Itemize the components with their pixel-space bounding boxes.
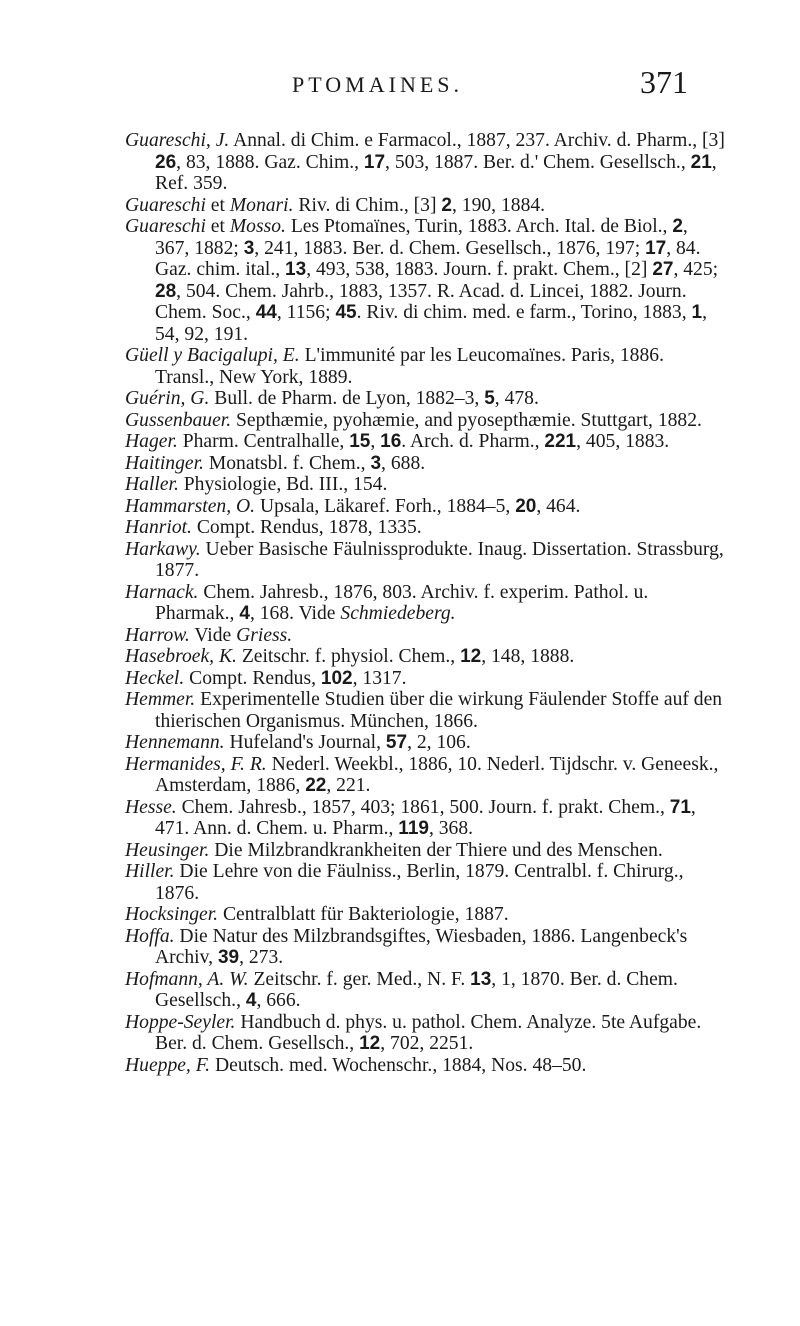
entry-volume: 102 <box>320 667 353 689</box>
entry-citation-text: , 168. Vide <box>249 603 341 624</box>
entry-author: Hoppe-Seyler. <box>125 1011 236 1033</box>
entry-citation-text: et <box>205 216 230 237</box>
bibliography-entry-hemmer <box>125 689 725 732</box>
entry-citation-text: Bull. de Pharm. de Lyon, 1882–3, <box>209 388 485 409</box>
entry-author: Guareschi <box>125 194 206 216</box>
bibliography-entry-haller <box>125 474 725 496</box>
entry-citation-text: , 464. <box>536 495 581 517</box>
entry-volume: 3 <box>243 237 255 259</box>
entry-author: Hocksinger. <box>125 904 219 925</box>
bibliography-entry-hueppe <box>125 1055 725 1077</box>
bibliography-entry-guareschi-monari <box>125 195 725 217</box>
bibliography-entry-heusinger <box>125 840 725 862</box>
entry-author: Guérin, G. <box>125 388 210 409</box>
entry-citation-text: Physiologie, Bd. III., 154. <box>178 474 388 495</box>
entry-volume: 12 <box>359 1033 381 1054</box>
entry-citation-text: , 688. <box>381 452 426 474</box>
running-head <box>0 64 800 110</box>
entry-author: Hennemann. <box>125 732 225 753</box>
entry-citation-text: Les Ptomaïnes, Turin, 1883. Arch. Ital. de Biol., <box>285 216 673 237</box>
entry-citation-text: , 493, 538, 1883. Journ. f. prakt. Chem., [2] <box>306 259 653 280</box>
entry-author: Gussenbauer. <box>125 409 232 431</box>
entry-citation-text: , 2, 106. <box>407 732 471 753</box>
bibliography-entry-hesse <box>125 797 725 840</box>
entry-volume: 45 <box>335 302 357 323</box>
entry-author: Haller. <box>125 474 179 495</box>
entry-volume: 17 <box>363 151 386 173</box>
page-number: 371 <box>640 64 688 100</box>
entry-citation-text: Centralblatt für Bakteriologie, 1887. <box>218 904 509 925</box>
bibliography-entry-hoppe-seyler <box>125 1012 725 1055</box>
entry-citation-text: Compt. Rendus, 1878, 1335. <box>191 517 422 538</box>
entry-citation-text: Die Natur des Milzbrandsgiftes, Wiesbaden, 1886. Langenbeck's Archiv, <box>155 925 688 968</box>
entry-citation-text: Experimentelle Studien über die wirkung Fäulender Stoffe auf den thierischen Organismus. München, 1866. <box>155 689 723 732</box>
entry-citation-text: , 54, 92, 191. <box>155 302 708 345</box>
entry-author: Harkawy. <box>125 538 201 560</box>
entry-citation-text: Hufeland's Journal, <box>224 732 386 753</box>
entry-citation-text: , 368. <box>428 818 474 839</box>
entry-volume: 71 <box>669 796 691 818</box>
entry-volume: 5 <box>484 388 495 409</box>
entry-citation-text: Riv. di Chim., [3] <box>293 194 442 216</box>
entry-citation-text: L'immunité par les Leucomaïnes. Paris, 1886. Transl., New York, 1889. <box>155 345 664 388</box>
entry-cross-reference: Schmiedeberg. <box>340 603 456 624</box>
entry-citation-text: , 148, 1888. <box>481 646 575 667</box>
entry-volume: 2 <box>441 194 452 216</box>
bibliography-entry-gussenbauer <box>125 410 725 432</box>
entry-citation-text: , Ref. 359. <box>155 151 717 194</box>
entry-citation-text: , 405, 1883. <box>576 431 670 452</box>
bibliography-entry-hammarsten <box>125 496 725 518</box>
entry-volume: 20 <box>515 495 537 517</box>
entry-volume: 13 <box>285 259 307 280</box>
bibliography-entry-guareschi-j <box>125 130 725 195</box>
entry-author: Hiller. <box>125 861 175 882</box>
entry-citation-text: , 190, 1884. <box>451 194 546 216</box>
entry-citation-text: Die Milzbrandkrankheiten der Thiere und des Menschen. <box>209 839 663 861</box>
entry-citation-text: Die Lehre von die Fäulniss., Berlin, 1879. Centralbl. f. Chirurg., 1876. <box>155 861 684 904</box>
bibliography-entry-harkawy <box>125 539 725 582</box>
entry-citation-text: , 84. Gaz. chim. ital., <box>155 237 701 280</box>
entry-citation-text: Vide <box>189 624 237 646</box>
entry-author: Hager. <box>125 431 178 452</box>
entry-author: Guareschi <box>125 216 206 237</box>
entry-citation-text: Pharm. Centralhalle, <box>177 431 350 452</box>
bibliography-entry-guell-bacigalupi <box>125 345 725 388</box>
entry-citation-text: Handbuch d. phys. u. pathol. Chem. Analyze. 5te Aufgabe. Ber. d. Chem. Gesellsch., <box>155 1011 702 1054</box>
entry-volume: 4 <box>245 990 257 1011</box>
entry-author: Hermanides, F. R. <box>125 753 267 775</box>
entry-author: Guareschi, J. <box>125 130 230 151</box>
entry-author: Hueppe, F. <box>125 1054 211 1076</box>
entry-citation-text: Chem. Jahresb., 1876, 803. Archiv. f. experim. Pathol. u. Pharmak., <box>155 581 649 624</box>
bibliography-entry-hoffa <box>125 926 725 969</box>
entry-citation-text: , 503, 1887. Ber. d.' Chem. Gesellsch., <box>385 151 691 173</box>
entry-citation-text: , 1156; <box>276 302 336 323</box>
entry-author: Hammarsten, O. <box>125 495 256 517</box>
entry-volume: 13 <box>470 968 492 990</box>
entry-author: Haitinger. <box>125 452 204 474</box>
entry-citation-text: , 221. <box>326 775 371 796</box>
entry-volume: 22 <box>305 775 327 796</box>
bibliography-entry-guareschi-mosso <box>125 216 725 345</box>
entry-author: Hemmer. <box>125 689 196 710</box>
bibliography-entry-guerin <box>125 388 725 410</box>
entry-volume: 221 <box>544 431 577 452</box>
entry-author: Güell y Bacigalupi, E. <box>125 345 300 366</box>
entry-citation-text: . Riv. di chim. med. e farm., Torino, 1883, <box>356 302 692 323</box>
entry-volume: 4 <box>239 603 250 624</box>
entry-citation-text: , 273. <box>239 947 284 968</box>
entry-citation-text: Upsala, Läkaref. Forh., 1884–5, <box>255 495 516 517</box>
entry-citation-text: , <box>370 431 381 452</box>
entry-volume: 44 <box>255 302 277 323</box>
entry-citation-text: Septhæmie, pyohæmie, and pyosepthæmie. Stuttgart, 1882. <box>231 409 702 431</box>
entry-volume: 28 <box>155 280 177 302</box>
entry-volume: 119 <box>398 818 429 839</box>
entry-author: Hofmann, A. W. <box>125 968 249 990</box>
entry-citation-text: . Arch. d. Pharm., <box>401 431 545 452</box>
entry-volume: 17 <box>645 237 667 259</box>
entry-cross-reference: Griess. <box>236 624 293 646</box>
entry-citation-text: et <box>205 194 230 216</box>
entry-author: Hasebroek, K. <box>125 646 237 667</box>
bibliography-list <box>125 130 725 1076</box>
entry-citation-text: , 1, 1870. Ber. d. Chem. Gesellsch., <box>155 968 678 1011</box>
entry-volume: 3 <box>370 452 382 474</box>
bibliography-entry-hanriot <box>125 517 725 539</box>
entry-citation-text: Deutsch. med. Wochenschr., 1884, Nos. 48–50. <box>210 1054 587 1076</box>
entry-author: Heusinger. <box>125 839 210 861</box>
entry-author: Hesse. <box>125 796 177 818</box>
entry-author: Harrow. <box>125 624 190 646</box>
bibliography-entry-hofmann <box>125 969 725 1012</box>
entry-volume: 57 <box>385 732 408 753</box>
entry-citation-text: Annal. di Chim. e Farmacol., 1887, 237. Archiv. d. Pharm., [3] <box>229 130 725 151</box>
bibliography-entry-haitinger <box>125 453 725 475</box>
entry-citation-text: Monatsbl. f. Chem., <box>203 452 371 474</box>
entry-volume: 15 <box>349 431 371 452</box>
entry-citation-text: , 1317. <box>352 667 407 689</box>
bibliography-entry-hiller <box>125 861 725 904</box>
entry-author: Monari. <box>229 194 294 216</box>
entry-volume: 26 <box>155 151 177 173</box>
bibliography-entry-heckel <box>125 668 725 690</box>
entry-citation-text: Chem. Jahresb., 1857, 403; 1861, 500. Journ. f. prakt. Chem., <box>176 796 670 818</box>
bibliography-entry-hager <box>125 431 725 453</box>
bibliography-entry-hasebroek <box>125 646 725 668</box>
bibliography-entry-harrow <box>125 625 725 647</box>
entry-citation-text: Compt. Rendus, <box>184 667 321 689</box>
entry-volume: 1 <box>691 302 703 323</box>
entry-volume: 21 <box>690 151 712 173</box>
entry-citation-text: Nederl. Weekbl., 1886, 10. Nederl. Tijdschr. v. Geneesk., Amsterdam, 1886, <box>155 753 719 796</box>
entry-citation-text: , 241, 1883. Ber. d. Chem. Gesellsch., 1876, 197; <box>254 237 646 259</box>
entry-citation-text: , 504. Chem. Jahrb., 1883, 1357. R. Acad. d. Lincei, 1882. Journ. Chem. Soc., <box>155 280 687 323</box>
bibliography-entry-hennemann <box>125 732 725 754</box>
entry-citation-text: , 83, 1888. Gaz. Chim., <box>176 151 364 173</box>
entry-volume: 12 <box>460 646 482 667</box>
bibliography-entry-harnack <box>125 582 725 625</box>
entry-volume: 16 <box>380 431 402 452</box>
entry-volume: 27 <box>652 259 674 280</box>
entry-citation-text: , 471. Ann. d. Chem. u. Pharm., <box>155 796 696 839</box>
entry-citation-text: , 702, 2251. <box>380 1033 474 1054</box>
entry-author: Hanriot. <box>125 517 192 538</box>
entry-author: Hoffa. <box>125 925 175 947</box>
entry-citation-text: Zeitschr. f. physiol. Chem., <box>236 646 461 667</box>
bibliography-entry-hocksinger <box>125 904 725 926</box>
running-head-title: PTOMAINES. <box>292 72 464 97</box>
entry-citation-text: , 666. <box>256 990 301 1011</box>
entry-citation-text: Zeitschr. f. ger. Med., N. F. <box>248 968 471 990</box>
entry-author: Harnack. <box>125 581 199 603</box>
entry-citation-text: , 478. <box>494 388 539 409</box>
entry-volume: 39 <box>217 947 240 968</box>
entry-citation-text: Ueber Basische Fäulnissprodukte. Inaug. Dissertation. Strassburg, 1877. <box>155 538 724 581</box>
entry-citation-text: , 367, 1882; <box>155 216 688 259</box>
entry-author: Mosso. <box>229 216 286 237</box>
entry-volume: 2 <box>672 216 683 237</box>
entry-citation-text: , 425; <box>673 259 719 280</box>
entry-author: Heckel. <box>125 667 185 689</box>
bibliography-entry-hermanides <box>125 754 725 797</box>
